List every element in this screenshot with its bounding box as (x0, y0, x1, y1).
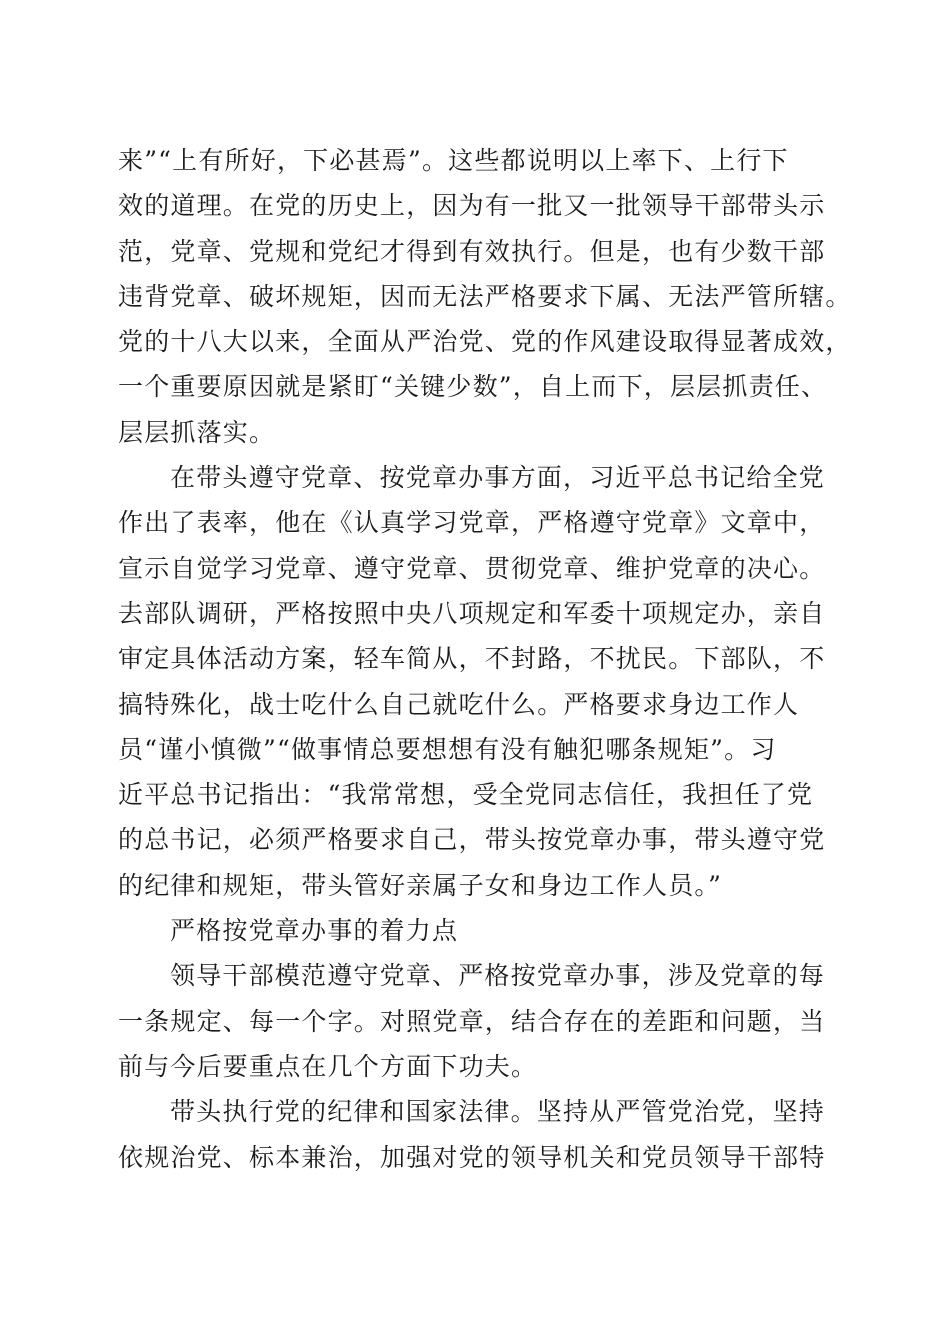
text-line: 的纪律和规矩，带头管好亲属子女和身边工作人员。” (118, 870, 723, 900)
text-line: 党的十八大以来，全面从严治党、党的作风建设取得显著成效， (118, 327, 852, 357)
text-line: 审定具体活动方案，轻车简从，不封路，不扰民。下部队，不 (118, 644, 826, 674)
body-text (118, 138, 852, 1180)
paragraph-start-line: 在带头遵守党章、按党章办事方面，习近平总书记给全党 (170, 463, 826, 493)
text-line: 违背党章、破坏规矩，因而无法严格要求下属、无法严管所辖。 (118, 281, 852, 311)
text-line: 依规治党、标本兼治，加强对党的领导机关和党员领导干部特 (118, 1142, 826, 1172)
section-heading: 严格按党章办事的着力点 (170, 916, 459, 946)
text-line: 近平总书记指出：“我常常想，受全党同志信任，我担任了党 (118, 780, 814, 810)
paragraph-start-line: 带头执行党的纪律和国家法律。坚持从严管党治党，坚持 (170, 1097, 826, 1127)
text-line: 作出了表率，他在《认真学习党章，严格遵守党章》文章中， (118, 508, 826, 538)
text-line: 的总书记，必须严格要求自己，带头按党章办事，带头遵守党 (118, 825, 826, 855)
paragraph-start-line: 领导干部模范遵守党章、严格按党章办事，涉及党章的每 (170, 961, 826, 991)
text-line: 层层抓落实。 (118, 417, 276, 447)
text-line: 一个重要原因就是紧盯“关键少数”，自上而下，层层抓责任、 (118, 372, 828, 402)
text-line: 宣示自觉学习党章、遵守党章、贯彻党章、维护党章的决心。 (118, 553, 826, 583)
text-line: 搞特殊化，战士吃什么自己就吃什么。严格要求身边工作人 (118, 689, 800, 719)
text-line: 员“谨小慎微”“做事情总要想想有没有触犯哪条规矩”。习 (118, 734, 777, 764)
text-line: 一条规定、每一个字。对照党章，结合存在的差距和问题，当 (118, 1006, 826, 1036)
text-line: 效的道理。在党的历史上，因为有一批又一批领导干部带头示 (118, 191, 826, 221)
text-line: 范，党章、党规和党纪才得到有效执行。但是，也有少数干部 (118, 236, 826, 266)
text-line: 来”“上有所好，下必甚焉”。这些都说明以上率下、上行下 (118, 146, 789, 175)
text-line: 前与今后要重点在几个方面下功夫。 (118, 1051, 538, 1081)
text-line: 去部队调研，严格按照中央八项规定和军委十项规定办，亲自 (118, 598, 826, 628)
